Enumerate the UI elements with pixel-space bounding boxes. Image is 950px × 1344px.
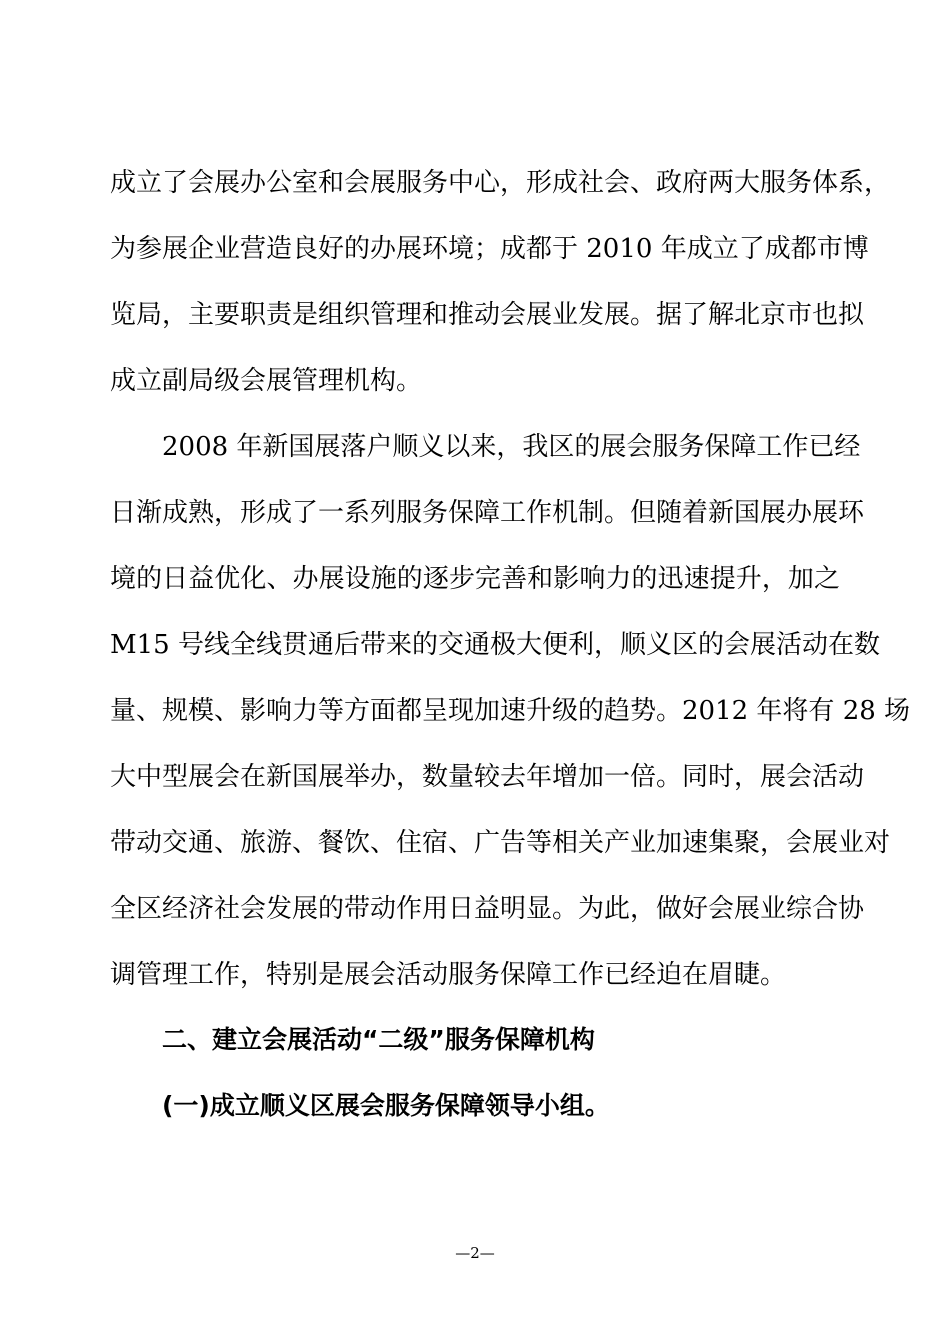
text-line: 全区经济社会发展的带动作用日益明显。为此，做好会展业综合协: [110, 894, 865, 924]
text-line: 成立了会展办公室和会展服务中心，形成社会、政府两大服务体系，: [110, 168, 891, 198]
subsection-heading: (一)成立顺义区展会服务保障领导小组。: [162, 1091, 610, 1120]
text-line: 大中型展会在新国展举办，数量较去年增加一倍。同时，展会活动: [110, 762, 865, 792]
text-line: M15 号线全线贯通后带来的交通极大便利，顺义区的会展活动在数: [110, 630, 880, 660]
text-line: 日渐成熟，形成了一系列服务保障工作机制。但随着新国展办展环: [110, 498, 865, 528]
text-line: 2008 年新国展落户顺义以来，我区的展会服务保障工作已经: [162, 432, 861, 462]
text-line: 览局，主要职责是组织管理和推动会展业发展。据了解北京市也拟: [110, 300, 865, 330]
text-line: 调管理工作，特别是展会活动服务保障工作已经迫在眉睫。: [110, 960, 787, 990]
text-line: 成立副局级会展管理机构。: [110, 366, 423, 396]
section-heading: 二、建立会展活动“二级”服务保障机构: [162, 1025, 595, 1054]
text-line: 境的日益优化、办展设施的逐步完善和影响力的迅速提升，加之: [110, 564, 840, 594]
page-number: —2—: [455, 1244, 495, 1262]
text-line: 为参展企业营造良好的办展环境；成都于 2010 年成立了成都市博: [110, 234, 869, 264]
text-line: 带动交通、旅游、餐饮、住宿、广告等相关产业加速集聚，会展业对: [110, 828, 891, 858]
text-line: 量、规模、影响力等方面都呈现加速升级的趋势。2012 年将有 28 场: [110, 696, 911, 726]
